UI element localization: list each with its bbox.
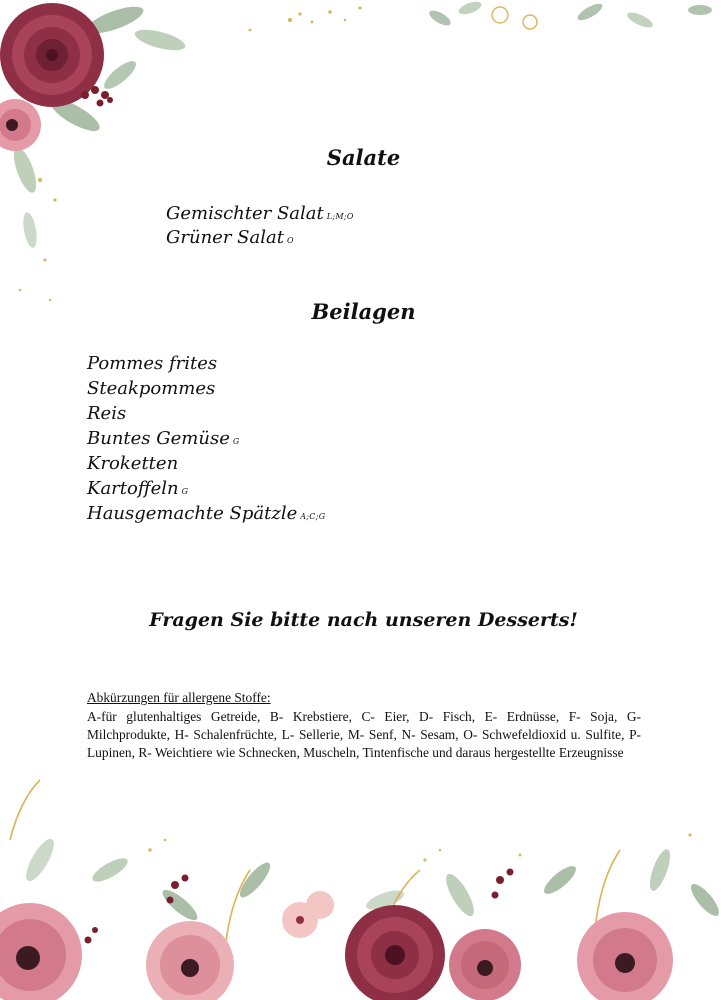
menu-item — [87, 351, 217, 376]
item-name: Kroketten — [87, 453, 179, 474]
item-allergens: A;C;G — [300, 512, 326, 521]
menu-item — [87, 376, 215, 401]
bottom-flower-right — [577, 912, 673, 1000]
dessert-note: Fragen Sie bitte nach unseren Desserts! — [149, 609, 578, 631]
bottom-pink-small — [282, 891, 334, 938]
menu-item — [166, 225, 294, 253]
menu-item — [87, 401, 126, 426]
menu-item — [87, 476, 188, 504]
item-name: Steakpommes — [87, 378, 216, 399]
item-name: Buntes Gemüse — [87, 428, 230, 449]
item-name: Gemischter Salat — [166, 203, 324, 224]
allergen-legend-text: A-für glutenhaltiges Getreide, B- Krebstiere, C- Eier, D- Fisch, E- Erdnüsse, F- Soja, G- Milchprodukte, H- Schalenfrüchte, L- Sellerie, M- Senf, N- Sesam, O- Schwefeldioxid u. Sulfite, P- Lupinen, R- Weichtiere wie Schnecken, Muscheln, Tintenfische und daraus hergestellte Erzeugnisse — [87, 709, 641, 760]
item-allergens: O — [286, 236, 294, 245]
bottom-flower-mid-left — [146, 921, 234, 1000]
bottom-leaves — [21, 835, 723, 924]
section-title-sides: Beilagen — [311, 299, 416, 324]
top-left-rose — [0, 3, 104, 107]
item-allergens: L;M;O — [326, 212, 354, 221]
item-name: Grüner Salat — [166, 227, 284, 248]
top-left-small-flower — [0, 99, 41, 151]
item-allergens: G — [181, 487, 189, 496]
bottom-flower-mid-right — [449, 929, 521, 1000]
bottom-flower-left — [0, 903, 82, 1000]
menu-item — [87, 451, 178, 476]
top-left-leaves — [9, 1, 187, 248]
item-name: Reis — [87, 403, 127, 424]
item-allergens: G — [232, 437, 240, 446]
bottom-rose-center — [345, 905, 445, 1000]
allergen-legend-title: Abkürzungen für allergene Stoffe: — [87, 690, 271, 705]
item-name: Kartoffeln — [87, 478, 179, 499]
section-title-salads: Salate — [326, 145, 401, 170]
menu-item — [87, 426, 240, 454]
menu-item — [87, 501, 325, 529]
item-name: Pommes frites — [87, 353, 218, 374]
item-name: Hausgemachte Spätzle — [87, 503, 298, 524]
